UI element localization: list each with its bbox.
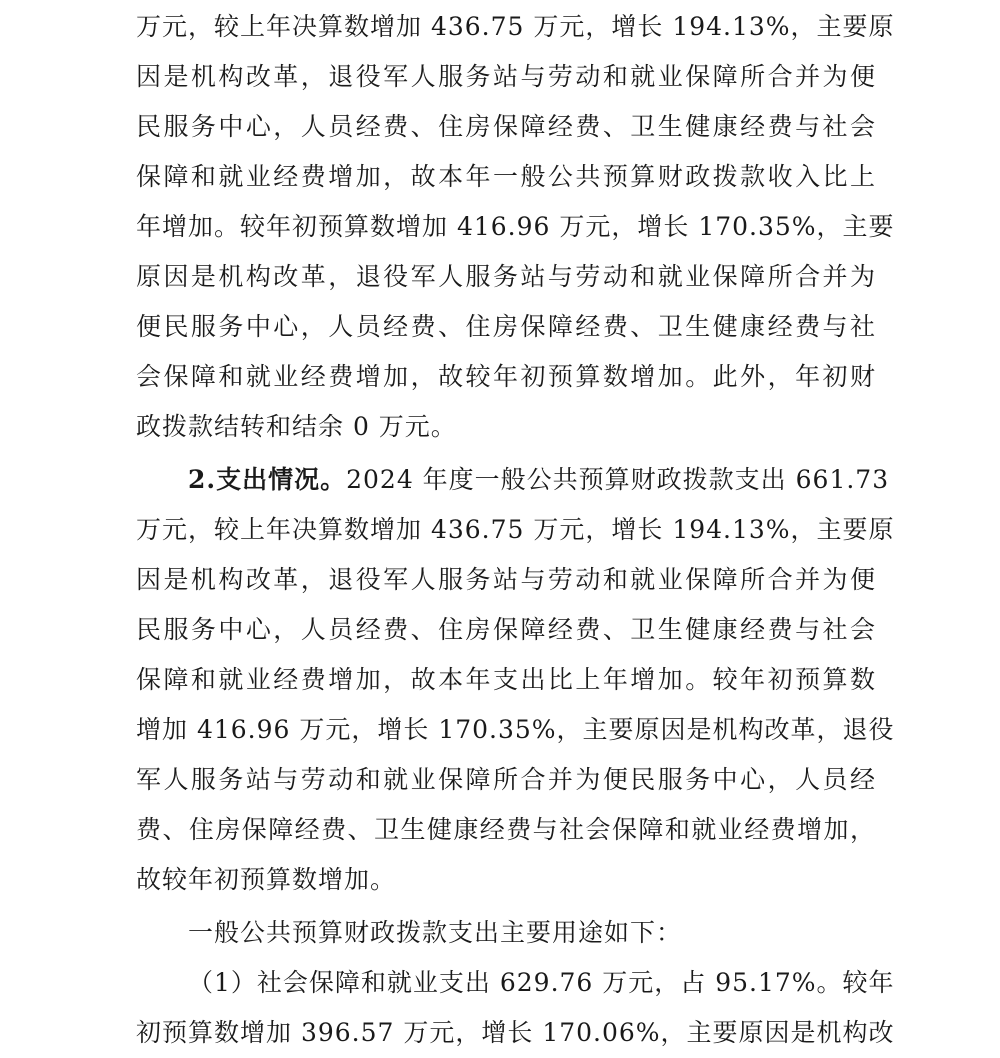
body-text-line: 增加 416.96 万元，增长 170.35%，主要原因是机构改革，退役 bbox=[136, 715, 895, 744]
body-text-line: 万元，较上年决算数增加 436.75 万元，增长 194.13%，主要原 bbox=[136, 12, 895, 41]
section-heading: 2.支出情况。 bbox=[188, 465, 347, 494]
list-item-line: 初预算数增加 396.57 万元，增长 170.06%，主要原因是机构改 bbox=[136, 1018, 895, 1047]
body-text-line: 原因是机构改革，退役军人服务站与劳动和就业保障所合并为 bbox=[136, 262, 876, 291]
section-heading-line bbox=[188, 455, 890, 505]
body-text-line: 费、住房保障经费、卫生健康经费与社会保障和就业经费增加， bbox=[136, 815, 876, 844]
body-text-line: 保障和就业经费增加，故本年支出比上年增加。较年初预算数 bbox=[136, 665, 876, 694]
body-text-line: 年增加。较年初预算数增加 416.96 万元，增长 170.35%，主要 bbox=[136, 212, 895, 241]
body-text-line: 便民服务中心，人员经费、住房保障经费、卫生健康经费与社 bbox=[136, 312, 876, 341]
body-text-line: 民服务中心，人员经费、住房保障经费、卫生健康经费与社会 bbox=[136, 112, 876, 141]
body-text-line: 政拨款结转和结余 0 万元。 bbox=[136, 412, 457, 441]
body-text-line: 万元，较上年决算数增加 436.75 万元，增长 194.13%，主要原 bbox=[136, 515, 895, 544]
list-item-line: （1）社会保障和就业支出 629.76 万元，占 95.17%。较年 bbox=[188, 968, 895, 997]
usage-intro-line: 一般公共预算财政拨款支出主要用途如下： bbox=[188, 918, 683, 947]
body-text-line: 因是机构改革，退役军人服务站与劳动和就业保障所合并为便 bbox=[136, 565, 876, 594]
body-text-line: 民服务中心，人员经费、住房保障经费、卫生健康经费与社会 bbox=[136, 615, 876, 644]
body-text-line: 军人服务站与劳动和就业保障所合并为便民服务中心，人员经 bbox=[136, 765, 876, 794]
section-heading-text: 2024 年度一般公共预算财政拨款支出 661.73 bbox=[346, 465, 890, 494]
body-text-line: 保障和就业经费增加，故本年一般公共预算财政拨款收入比上 bbox=[136, 162, 876, 191]
body-text-line: 会保障和就业经费增加，故较年初预算数增加。此外，年初财 bbox=[136, 362, 876, 391]
body-text-line: 因是机构改革，退役军人服务站与劳动和就业保障所合并为便 bbox=[136, 62, 876, 91]
body-text-line: 故较年初预算数增加。 bbox=[136, 865, 397, 894]
